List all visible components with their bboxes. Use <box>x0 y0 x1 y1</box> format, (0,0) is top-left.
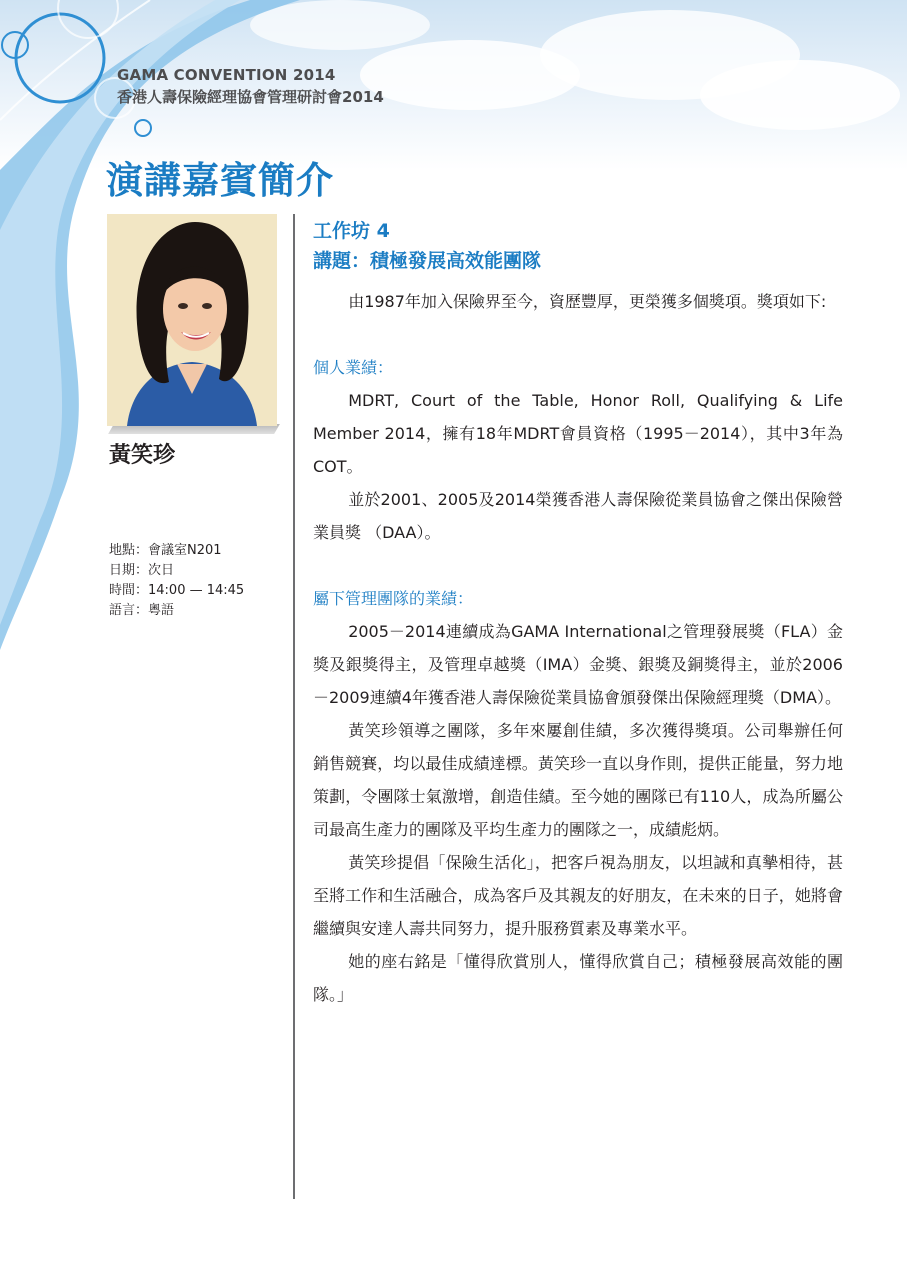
speaker-photo <box>107 214 277 426</box>
team-paragraph: 2005－2014連續成為GAMA International之管理發展獎（FLA）金獎及銀獎得主，及管理卓越獎（IMA）金獎、銀獎及銅獎得主，並於2006－2009連續4年獲香港人壽保險從業員協會頒發傑出保險經理獎（DMA）。 <box>313 622 843 707</box>
team-paragraph: 黃笑珍領導之團隊，多年來屢創佳績，多次獲得獎項。公司舉辦任何銷售競賽，均以最佳成績達標。黃笑珍一直以身作則，提供正能量，努力地策劃，令團隊士氣激增，創造佳績。至今她的團隊已有110人，成為所屬公司最高生產力的團隊及平均生產力的團隊之一，成績彪炳。 <box>313 721 843 839</box>
workshop-topic: 講題：積極發展高效能團隊 <box>313 250 542 272</box>
team-paragraph: 黃笑珍提倡「保險生活化」，把客戶視為朋友，以坦誠和真摰相待，甚至將工作和生活融合，成為客戶及其親友的好朋友，在未來的日子，她將會繼續與安達人壽共同努力，提升服務質素及專業水平。 <box>313 853 843 938</box>
column-divider <box>293 214 295 1199</box>
session-time: 時間：14:00 — 14:45 <box>109 583 245 598</box>
team-achievements-heading: 屬下管理團隊的業績： <box>313 589 474 608</box>
biography-content <box>313 285 843 1011</box>
personal-paragraph: 並於2001、2005及2014榮獲香港人壽保險從業員協會之傑出保險營業員獎 （DAA）。 <box>313 490 843 542</box>
convention-title-zh: 香港人壽保險經理協會管理研討會2014 <box>117 88 384 106</box>
page-title: 演講嘉賓簡介 <box>106 159 334 202</box>
workshop-title: 工作坊 4 <box>313 220 390 242</box>
speaker-name: 黃笑珍 <box>109 443 176 468</box>
intro-paragraph: 由1987年加入保險界至今，資歷豐厚，更榮獲多個獎項。獎項如下: <box>348 292 827 311</box>
session-venue: 地點：會議室N201 <box>109 543 222 558</box>
session-date: 日期：次日 <box>109 563 175 578</box>
session-info <box>109 541 244 621</box>
personal-paragraph: MDRT, Court of the Table, Honor Roll, Qualifying & Life Member 2014，擁有18年MDRT會員資格（1995－2014），其中3年為COT。 <box>313 391 843 476</box>
convention-title-en: GAMA CONVENTION 2014 <box>117 66 336 84</box>
session-language: 語言：粵語 <box>109 603 175 618</box>
cloud-decoration <box>700 60 900 130</box>
team-paragraph: 她的座右銘是「懂得欣賞別人，懂得欣賞自己；積極發展高效能的團隊。」 <box>313 952 843 1004</box>
personal-achievements-heading: 個人業績： <box>313 358 394 377</box>
